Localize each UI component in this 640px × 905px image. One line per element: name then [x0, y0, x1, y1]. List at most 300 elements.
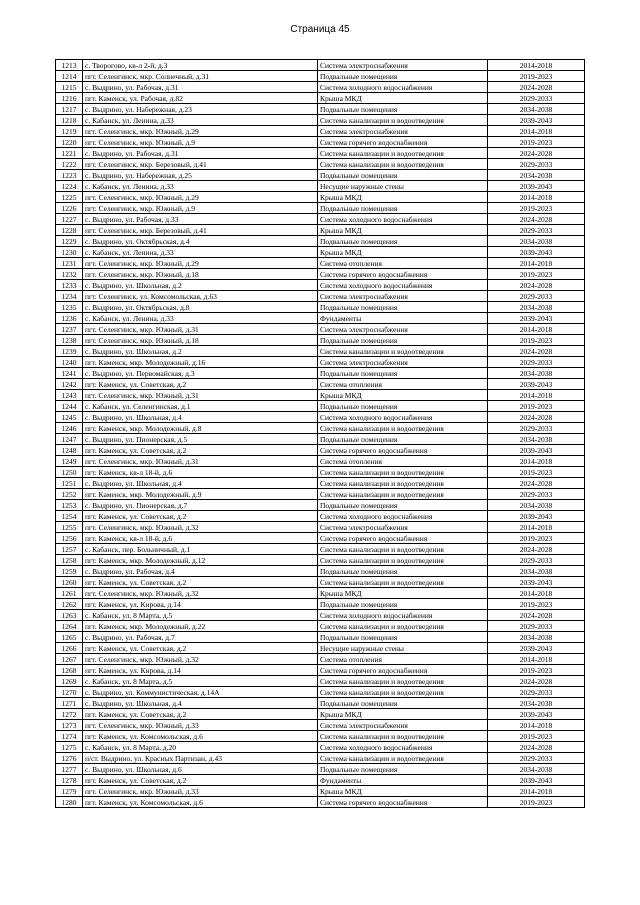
row-number-cell: 1220 [56, 137, 83, 148]
system-cell: Система холодного водоснабжения [318, 511, 488, 522]
period-cell: 2019-2023 [488, 137, 585, 148]
table-row [56, 390, 585, 401]
address-cell: с. Выдрино, ул. Коммунистическая, д.14А [83, 687, 318, 698]
period-cell: 2019-2023 [488, 335, 585, 346]
address-cell: пгт. Каменск, мкр. Молодежный, д.12 [83, 555, 318, 566]
period-cell: 2024-2028 [488, 148, 585, 159]
system-cell: Подвальные помещения [318, 71, 488, 82]
table-row [56, 313, 585, 324]
address-cell: с. Выдрино, ул. Школьная, д.6 [83, 764, 318, 775]
system-cell: Система горячего водоснабжения [318, 269, 488, 280]
system-cell: Подвальные помещения [318, 302, 488, 313]
address-cell: с. Выдрино, ул. Набережная, д.25 [83, 170, 318, 181]
address-cell: с. Выдрино, ул. Школьная, д.2 [83, 280, 318, 291]
row-number-cell: 1242 [56, 379, 83, 390]
row-number-cell: 1231 [56, 258, 83, 269]
address-cell: пгт. Селенгинск, мкр. Южный, д.31 [83, 456, 318, 467]
row-number-cell: 1256 [56, 533, 83, 544]
table-row [56, 291, 585, 302]
period-cell: 2019-2023 [488, 269, 585, 280]
system-cell: Система канализации и водоотведения [318, 687, 488, 698]
period-cell: 2024-2028 [488, 412, 585, 423]
address-cell: с. Кабанск, ул. Селенгинская, д.1 [83, 401, 318, 412]
row-number-cell: 1276 [56, 753, 83, 764]
row-number-cell: 1277 [56, 764, 83, 775]
system-cell: Подвальные помещения [318, 236, 488, 247]
period-cell: 2039-2043 [488, 511, 585, 522]
address-cell: пгт. Селенгинск, ул. Комсомольская, д.63 [83, 291, 318, 302]
table-row [56, 588, 585, 599]
address-cell: с. Кабанск, пер. Больничный, д.1 [83, 544, 318, 555]
table-row [56, 60, 585, 71]
row-number-cell: 1271 [56, 698, 83, 709]
address-cell: пгт. Каменск, ул. Кирова, д.14 [83, 665, 318, 676]
address-cell: пгт. Селенгинск, мкр. Южный, д.18 [83, 335, 318, 346]
system-cell: Подвальные помещения [318, 104, 488, 115]
row-number-cell: 1224 [56, 181, 83, 192]
address-cell: пгт. Каменск, ул. Советская, д.2 [83, 445, 318, 456]
table-row [56, 643, 585, 654]
system-cell: Система горячего водоснабжения [318, 665, 488, 676]
system-cell: Крыша МКД [318, 192, 488, 203]
period-cell: 2034-2038 [488, 632, 585, 643]
system-cell: Крыша МКД [318, 588, 488, 599]
table-row [56, 654, 585, 665]
table-row [56, 786, 585, 797]
period-cell: 2029-2033 [488, 225, 585, 236]
row-number-cell: 1264 [56, 621, 83, 632]
system-cell: Система канализации и водоотведения [318, 544, 488, 555]
table-row [56, 632, 585, 643]
system-cell: Система холодного водоснабжения [318, 742, 488, 753]
address-cell: пгт. Селенгинск, мкр. Южный, д.9 [83, 137, 318, 148]
table-row [56, 599, 585, 610]
period-cell: 2014-2018 [488, 522, 585, 533]
address-cell: с. Творогово, кв-л 2-й, д.3 [83, 60, 318, 71]
row-number-cell: 1266 [56, 643, 83, 654]
period-cell: 2019-2023 [488, 731, 585, 742]
address-cell: с. Выдрино, ул. Рабочая, д.4 [83, 566, 318, 577]
address-cell: пгт. Каменск, мкр. Молодежный, д.16 [83, 357, 318, 368]
period-cell: 2039-2043 [488, 379, 585, 390]
registry-table [55, 59, 585, 808]
period-cell: 2014-2018 [488, 60, 585, 71]
table-row [56, 115, 585, 126]
period-cell: 2019-2023 [488, 203, 585, 214]
table-row [56, 126, 585, 137]
row-number-cell: 1241 [56, 368, 83, 379]
address-cell: пгт. Селенгинск, мкр. Южный, д.33 [83, 720, 318, 731]
system-cell: Система канализации и водоотведения [318, 731, 488, 742]
table-row [56, 302, 585, 313]
period-cell: 2034-2038 [488, 698, 585, 709]
system-cell: Фундаменты [318, 313, 488, 324]
system-cell: Система электроснабжения [318, 324, 488, 335]
row-number-cell: 1255 [56, 522, 83, 533]
system-cell: Система отопления [318, 379, 488, 390]
row-number-cell: 1232 [56, 269, 83, 280]
address-cell: пгт. Каменск, мкр. Молодежный, д.8 [83, 423, 318, 434]
table-row [56, 225, 585, 236]
table-row [56, 445, 585, 456]
address-cell: пгт. Селенгинск, мкр. Южный, д.9 [83, 203, 318, 214]
system-cell: Крыша МКД [318, 225, 488, 236]
period-cell: 2014-2018 [488, 654, 585, 665]
row-number-cell: 1261 [56, 588, 83, 599]
address-cell: пгт. Селенгинск, мкр. Солнечный, д.31 [83, 71, 318, 82]
system-cell: Система электроснабжения [318, 522, 488, 533]
table-row [56, 401, 585, 412]
period-cell: 2014-2018 [488, 126, 585, 137]
address-cell: пгт. Селенгинск, мкр. Березовый, д.41 [83, 159, 318, 170]
address-cell: пгт. Каменск, ул. Комсомольская, д.6 [83, 797, 318, 808]
row-number-cell: 1213 [56, 60, 83, 71]
table-row [56, 379, 585, 390]
address-cell: с. Выдрино, ул. Школьная, д.4 [83, 478, 318, 489]
table-row [56, 82, 585, 93]
period-cell: 2034-2038 [488, 368, 585, 379]
period-cell: 2034-2038 [488, 104, 585, 115]
row-number-cell: 1225 [56, 192, 83, 203]
address-cell: пгт. Каменск, ул. Советская, д.2 [83, 511, 318, 522]
row-number-cell: 1215 [56, 82, 83, 93]
period-cell: 2039-2043 [488, 115, 585, 126]
table-row [56, 566, 585, 577]
system-cell: Подвальные помещения [318, 434, 488, 445]
address-cell: пгт. Селенгинск, мкр. Южный, д.31 [83, 390, 318, 401]
system-cell: Система электроснабжения [318, 720, 488, 731]
system-cell: Система горячего водоснабжения [318, 533, 488, 544]
system-cell: Система холодного водоснабжения [318, 214, 488, 225]
row-number-cell: 1254 [56, 511, 83, 522]
table-row [56, 104, 585, 115]
system-cell: Система канализации и водоотведения [318, 467, 488, 478]
address-cell: с. Выдрино, ул. Пионерская, д.7 [83, 500, 318, 511]
address-cell: с. Кабанск, ул. Ленина, д.33 [83, 247, 318, 258]
table-row [56, 170, 585, 181]
address-cell: с. Кабанск, ул. Ленина, д.33 [83, 181, 318, 192]
period-cell: 2014-2018 [488, 720, 585, 731]
period-cell: 2019-2023 [488, 533, 585, 544]
address-cell: пгт. Селенгинск, мкр. Южный, д.29 [83, 258, 318, 269]
address-cell: с. Выдрино, ул. Школьная, д.2 [83, 346, 318, 357]
table-row [56, 797, 585, 808]
address-cell: пгт. Каменск, мкр. Молодежный, д.9 [83, 489, 318, 500]
table-row [56, 71, 585, 82]
table-row [56, 577, 585, 588]
table-row [56, 203, 585, 214]
period-cell: 2029-2033 [488, 357, 585, 368]
table-row [56, 181, 585, 192]
table-row [56, 555, 585, 566]
period-cell: 2039-2043 [488, 775, 585, 786]
row-number-cell: 1221 [56, 148, 83, 159]
address-cell: пгт. Каменск, ул. Рабочая, д.82 [83, 93, 318, 104]
period-cell: 2014-2018 [488, 192, 585, 203]
period-cell: 2039-2043 [488, 181, 585, 192]
row-number-cell: 1218 [56, 115, 83, 126]
table-row [56, 489, 585, 500]
period-cell: 2024-2028 [488, 742, 585, 753]
table-row [56, 467, 585, 478]
row-number-cell: 1279 [56, 786, 83, 797]
period-cell: 2019-2023 [488, 71, 585, 82]
system-cell: Крыша МКД [318, 709, 488, 720]
period-cell: 2024-2028 [488, 214, 585, 225]
row-number-cell: 1222 [56, 159, 83, 170]
table-row [56, 324, 585, 335]
table-row [56, 346, 585, 357]
address-cell: пгт. Каменск, кв-л 18-й, д.6 [83, 533, 318, 544]
row-number-cell: 1233 [56, 280, 83, 291]
system-cell: Система канализации и водоотведения [318, 676, 488, 687]
address-cell: пгт. Селенгинск, мкр. Южный, д.31 [83, 324, 318, 335]
row-number-cell: 1234 [56, 291, 83, 302]
table-row [56, 764, 585, 775]
page-title: Страница 45 [290, 24, 350, 35]
system-cell: Подвальные помещения [318, 368, 488, 379]
system-cell: Система отопления [318, 456, 488, 467]
table-row [56, 258, 585, 269]
system-cell: Фундаменты [318, 775, 488, 786]
row-number-cell: 1238 [56, 335, 83, 346]
period-cell: 2014-2018 [488, 390, 585, 401]
address-cell: с. Выдрино, ул. Октябрьская, д.8 [83, 302, 318, 313]
period-cell: 2039-2043 [488, 313, 585, 324]
address-cell: с. Выдрино, ул. Октябрьская, д.4 [83, 236, 318, 247]
address-cell: с. Выдрино, ул. Рабочая, д.7 [83, 632, 318, 643]
period-cell: 2029-2033 [488, 555, 585, 566]
address-cell: пгт. Селенгинск, мкр. Южный, д.29 [83, 192, 318, 203]
address-cell: с. Выдрино, ул. Рабочая, д.33 [83, 214, 318, 225]
row-number-cell: 1268 [56, 665, 83, 676]
row-number-cell: 1228 [56, 225, 83, 236]
row-number-cell: 1236 [56, 313, 83, 324]
row-number-cell: 1246 [56, 423, 83, 434]
row-number-cell: 1251 [56, 478, 83, 489]
period-cell: 2019-2023 [488, 599, 585, 610]
table-row [56, 621, 585, 632]
table-row [56, 456, 585, 467]
table-row [56, 720, 585, 731]
period-cell: 2039-2043 [488, 247, 585, 258]
address-cell: пгт. Каменск, мкр. Молодежный, д.22 [83, 621, 318, 632]
system-cell: Крыша МКД [318, 390, 488, 401]
row-number-cell: 1274 [56, 731, 83, 742]
table-row [56, 544, 585, 555]
address-cell: пгт. Селенгинск, мкр. Березовый, д.41 [83, 225, 318, 236]
row-number-cell: 1245 [56, 412, 83, 423]
system-cell: Подвальные помещения [318, 335, 488, 346]
address-cell: пгт. Селенгинск, мкр. Южный, д.32 [83, 654, 318, 665]
period-cell: 2034-2038 [488, 170, 585, 181]
system-cell: Система канализации и водоотведения [318, 621, 488, 632]
period-cell: 2014-2018 [488, 456, 585, 467]
address-cell: пгт. Каменск, ул. Советская, д.2 [83, 379, 318, 390]
address-cell: с. Выдрино, ул. Рабочая, д.31 [83, 82, 318, 93]
table-row [56, 753, 585, 764]
row-number-cell: 1280 [56, 797, 83, 808]
period-cell: 2029-2033 [488, 753, 585, 764]
period-cell: 2029-2033 [488, 159, 585, 170]
period-cell: 2024-2028 [488, 346, 585, 357]
period-cell: 2019-2023 [488, 467, 585, 478]
system-cell: Подвальные помещения [318, 698, 488, 709]
row-number-cell: 1275 [56, 742, 83, 753]
row-number-cell: 1219 [56, 126, 83, 137]
row-number-cell: 1247 [56, 434, 83, 445]
row-number-cell: 1227 [56, 214, 83, 225]
period-cell: 2019-2023 [488, 665, 585, 676]
system-cell: Система электроснабжения [318, 357, 488, 368]
table-row [56, 93, 585, 104]
row-number-cell: 1263 [56, 610, 83, 621]
period-cell: 2034-2038 [488, 566, 585, 577]
table-row [56, 742, 585, 753]
row-number-cell: 1262 [56, 599, 83, 610]
address-cell: с. Кабанск, ул. 8 Марта, д.5 [83, 676, 318, 687]
row-number-cell: 1214 [56, 71, 83, 82]
period-cell: 2029-2033 [488, 93, 585, 104]
period-cell: 2014-2018 [488, 258, 585, 269]
table-row [56, 687, 585, 698]
system-cell: Система холодного водоснабжения [318, 82, 488, 93]
table-row [56, 533, 585, 544]
address-cell: пгт. Каменск, ул. Кирова, д.14 [83, 599, 318, 610]
table-row [56, 511, 585, 522]
table-row [56, 412, 585, 423]
period-cell: 2024-2028 [488, 280, 585, 291]
system-cell: Система холодного водоснабжения [318, 610, 488, 621]
system-cell: Подвальные помещения [318, 401, 488, 412]
period-cell: 2024-2028 [488, 676, 585, 687]
row-number-cell: 1230 [56, 247, 83, 258]
period-cell: 2024-2028 [488, 610, 585, 621]
table-row [56, 137, 585, 148]
row-number-cell: 1244 [56, 401, 83, 412]
address-cell: пгт. Каменск, ул. Советская, д.2 [83, 709, 318, 720]
table-row [56, 775, 585, 786]
table-row [56, 500, 585, 511]
system-cell: Система холодного водоснабжения [318, 280, 488, 291]
address-cell: с. Выдрино, ул. Набережная, д.23 [83, 104, 318, 115]
row-number-cell: 1250 [56, 467, 83, 478]
period-cell: 2014-2018 [488, 786, 585, 797]
system-cell: Система канализации и водоотведения [318, 577, 488, 588]
system-cell: Система отопления [318, 654, 488, 665]
table-row [56, 434, 585, 445]
system-cell: Подвальные помещения [318, 599, 488, 610]
system-cell: Подвальные помещения [318, 632, 488, 643]
system-cell: Система канализации и водоотведения [318, 478, 488, 489]
address-cell: пгт. Селенгинск, мкр. Южный, д.29 [83, 126, 318, 137]
system-cell: Система канализации и водоотведения [318, 346, 488, 357]
row-number-cell: 1259 [56, 566, 83, 577]
row-number-cell: 1216 [56, 93, 83, 104]
period-cell: 2039-2043 [488, 709, 585, 720]
table-row [56, 269, 585, 280]
row-number-cell: 1226 [56, 203, 83, 214]
address-cell: пгт. Каменск, ул. Комсомольская, д.6 [83, 731, 318, 742]
row-number-cell: 1235 [56, 302, 83, 313]
period-cell: 2014-2018 [488, 324, 585, 335]
address-cell: с. Кабанск, ул. 8 Марта, д.5 [83, 610, 318, 621]
row-number-cell: 1272 [56, 709, 83, 720]
period-cell: 2019-2023 [488, 401, 585, 412]
address-cell: пгт. Каменск, ул. Советская, д.2 [83, 643, 318, 654]
row-number-cell: 1252 [56, 489, 83, 500]
table-row [56, 709, 585, 720]
address-cell: с. Кабанск, ул. 8 Марта, д.20 [83, 742, 318, 753]
system-cell: Система электроснабжения [318, 126, 488, 137]
row-number-cell: 1265 [56, 632, 83, 643]
system-cell: Система горячего водоснабжения [318, 797, 488, 808]
period-cell: 2029-2033 [488, 489, 585, 500]
system-cell: Крыша МКД [318, 786, 488, 797]
period-cell: 2019-2023 [488, 797, 585, 808]
row-number-cell: 1270 [56, 687, 83, 698]
address-cell: пгт. Селенгинск, мкр. Южный, д.32 [83, 522, 318, 533]
address-cell: пгт. Селенгинск, мкр. Южный, д.33 [83, 786, 318, 797]
period-cell: 2034-2038 [488, 236, 585, 247]
period-cell: 2024-2028 [488, 478, 585, 489]
table-row [56, 731, 585, 742]
system-cell: Несущие наружные стены [318, 643, 488, 654]
system-cell: Крыша МКД [318, 247, 488, 258]
table-row [56, 357, 585, 368]
system-cell: Подвальные помещения [318, 170, 488, 181]
system-cell: Система канализации и водоотведения [318, 115, 488, 126]
address-cell: пгт. Каменск, кв-л 18-й, д.6 [83, 467, 318, 478]
system-cell: Система канализации и водоотведения [318, 753, 488, 764]
system-cell: Подвальные помещения [318, 764, 488, 775]
row-number-cell: 1217 [56, 104, 83, 115]
address-cell: с. Кабанск, ул. Ленина, д.33 [83, 115, 318, 126]
table-row [56, 423, 585, 434]
table-row [56, 247, 585, 258]
address-cell: п/ст. Выдрино, ул. Красных Партизан, д.43 [83, 753, 318, 764]
row-number-cell: 1273 [56, 720, 83, 731]
row-number-cell: 1257 [56, 544, 83, 555]
row-number-cell: 1248 [56, 445, 83, 456]
period-cell: 2014-2018 [488, 588, 585, 599]
period-cell: 2034-2038 [488, 302, 585, 313]
row-number-cell: 1249 [56, 456, 83, 467]
row-number-cell: 1229 [56, 236, 83, 247]
row-number-cell: 1223 [56, 170, 83, 181]
period-cell: 2039-2043 [488, 643, 585, 654]
period-cell: 2024-2028 [488, 82, 585, 93]
table-row [56, 610, 585, 621]
period-cell: 2024-2028 [488, 544, 585, 555]
address-cell: с. Выдрино, ул. Школьная, д.4 [83, 412, 318, 423]
address-cell: с. Выдрино, ул. Первомайская, д.3 [83, 368, 318, 379]
system-cell: Система горячего водоснабжения [318, 137, 488, 148]
system-cell: Система отопления [318, 258, 488, 269]
address-cell: с. Выдрино, ул. Школьная, д.4 [83, 698, 318, 709]
row-number-cell: 1278 [56, 775, 83, 786]
table-row [56, 676, 585, 687]
address-cell: пгт. Селенгинск, мкр. Южный, д.18 [83, 269, 318, 280]
address-cell: с. Выдрино, ул. Рабочая, д.31 [83, 148, 318, 159]
row-number-cell: 1240 [56, 357, 83, 368]
system-cell: Система канализации и водоотведения [318, 489, 488, 500]
table-row [56, 214, 585, 225]
row-number-cell: 1253 [56, 500, 83, 511]
system-cell: Система канализации и водоотведения [318, 423, 488, 434]
system-cell: Система канализации и водоотведения [318, 148, 488, 159]
system-cell: Подвальные помещения [318, 203, 488, 214]
